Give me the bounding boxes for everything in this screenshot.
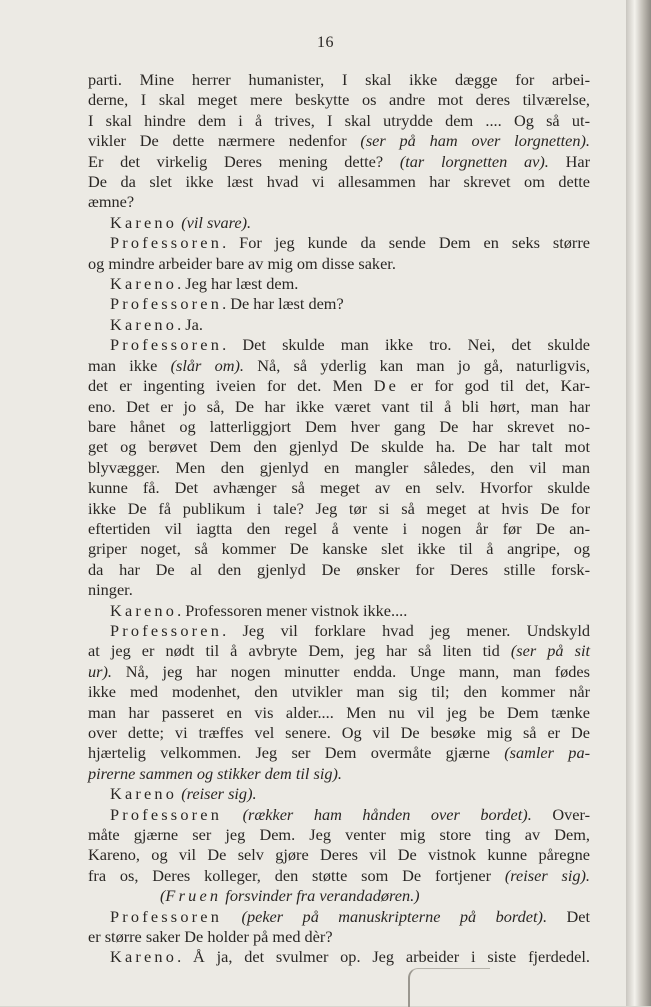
text-segment: vikler De dette nærmere nedenfor [88, 131, 361, 151]
text-segment: Har [548, 151, 590, 171]
text-line [88, 825, 590, 845]
text-segment: man har passeret en vis alder.... Men nu vil jeg be Dem tænke [88, 702, 590, 722]
speaker-name: Kareno [110, 314, 178, 334]
text-segment: fra os, Deres kolleger, den støtte som De fortjener [88, 865, 505, 885]
text-line [88, 111, 590, 131]
stage-direction: (slår om). [170, 355, 244, 375]
text-line [88, 805, 590, 825]
text-segment: at jeg er nødt til å avbryte Dem, jeg har så liten tid [88, 641, 511, 661]
text-segment: . Professoren mener vistnok ikke.... [177, 600, 408, 620]
text-line [88, 192, 590, 212]
text-line [88, 621, 590, 641]
text-line [88, 131, 590, 151]
text-segment: griper noget, så kommer De kanske slet ikke til å angripe, og [88, 539, 590, 559]
text-line [88, 784, 590, 804]
text-segment: kunne få. Det avhænger så meget av en selv. Hvorfor skulde [88, 478, 590, 498]
text-segment: Nå, så yderlig kan man jo gå, naturligvis, [243, 355, 591, 375]
text-line [88, 560, 590, 580]
corner-mark [408, 968, 490, 1007]
text-segment: eftertiden vil iagtta den regel å vente i nogen år før De an- [88, 518, 590, 538]
text-segment: . For jeg kunde da sende Dem en seks større [222, 233, 590, 253]
text-line [88, 682, 590, 702]
text-segment: eno. Det er jo så, De har ikke været vant til å bli hørt, man har [88, 396, 590, 416]
stage-direction: forsvinder fra verandadøren.) [221, 886, 420, 906]
speaker-name: Professoren [110, 804, 223, 824]
text-line [88, 641, 590, 661]
text-line [88, 437, 590, 457]
speaker-name: Fruen [165, 886, 222, 906]
stage-direction: (ser på ham over lorgnetten). [360, 131, 590, 151]
stage-direction: (vil svare). [181, 212, 252, 232]
text-line [88, 90, 590, 110]
text-line [88, 233, 590, 253]
stage-direction: (samler pa- [504, 743, 591, 763]
stage-direction: (ser på sit [510, 641, 591, 661]
text-line [88, 254, 590, 274]
stage-direction: pirerne sammen og stikker dem til sig). [88, 763, 342, 783]
text-segment: da har De al den gjenlyd De ønsker for Deres stille forsk- [88, 559, 590, 579]
text-segment: æmne? [88, 192, 135, 212]
text-line [88, 458, 590, 478]
text-line [88, 764, 590, 784]
speaker-name: Kareno [110, 600, 178, 620]
text-line [88, 172, 590, 192]
text-segment: det er ingenting iveien for det. Men [88, 376, 374, 396]
text-line [88, 315, 590, 335]
book-binding-edge [626, 0, 651, 1006]
text-segment: Det [547, 906, 590, 926]
text-segment: derne, I skal meget mere beskytte os andre mot deres tilværelse, [88, 90, 590, 110]
text-segment: er for god til det, Kar- [399, 376, 590, 396]
text-segment [222, 805, 243, 824]
text-segment: . Å ja, det svulmer op. Jeg arbeider i siste fjerdedel. [177, 947, 590, 967]
text-line [88, 417, 590, 437]
stage-direction: (peker på manuskripterne på bordet). [241, 906, 548, 926]
text-line [88, 580, 590, 600]
body-text [88, 70, 590, 968]
text-line [88, 294, 590, 314]
speaker-name: De [373, 376, 400, 396]
text-line [88, 662, 590, 682]
stage-direction: (rækker ham hånden over bordet). [242, 804, 532, 824]
text-segment: get og berøvet Dem den gjenlyd De skulde ha. De har talt mot [88, 437, 590, 457]
text-line [88, 743, 590, 763]
text-line [88, 397, 590, 417]
text-line [88, 723, 590, 743]
text-line [88, 478, 590, 498]
text-line [88, 152, 590, 172]
text-segment: måte gjærne ser jeg Dem. Jeg venter mig store ting av Dem, [88, 825, 590, 845]
text-line [88, 601, 590, 621]
text-segment: Nå, jeg har nogen minutter endda. Unge mann, man fødes [111, 661, 590, 681]
text-segment: er større saker De holder på med dèr? [88, 927, 333, 947]
text-segment: blyvægger. Men den gjenlyd en mangler således, den vil man [88, 457, 590, 477]
text-line [88, 356, 590, 376]
speaker-name: Professoren [110, 906, 223, 926]
text-segment: . Jeg vil forklare hvad jeg mener. Undskyld [222, 620, 590, 640]
stage-direction: (tar lorgnetten av). [399, 151, 549, 171]
text-segment: ikke De få publikum i tale? Jeg tør si så meget at hvis De for [88, 498, 590, 518]
page-number: 16 [317, 34, 334, 51]
text-segment: I skal hindre dem i å trives, I skal utrydde dem .... Og så ut- [88, 110, 590, 130]
stage-direction: ( [160, 886, 166, 906]
text-line [88, 886, 590, 906]
speaker-name: Professoren [110, 335, 223, 355]
text-line [88, 274, 590, 294]
speaker-name: Professoren [110, 620, 223, 640]
stage-direction: ur). [88, 661, 112, 681]
text-line [88, 539, 590, 559]
text-segment: over dette; vi træffes vel senere. Og vil De besøke mig så er De [88, 723, 590, 742]
stage-direction: (reiser sig). [181, 784, 257, 804]
text-segment: hjærtelig velkommen. Jeg ser Dem overmåte gjærne [88, 743, 505, 763]
text-segment: bare hånet og latterliggjort Dem hver gang De har skrevet no- [88, 416, 590, 436]
text-line [88, 213, 590, 233]
speaker-name: Kareno [110, 784, 178, 804]
text-line [88, 947, 590, 967]
text-segment: De da slet ikke læst hvad vi allesammen har skrevet om dette [88, 172, 590, 192]
text-segment: . Jeg har læst dem. [177, 274, 299, 294]
text-segment: Over- [531, 804, 590, 824]
text-line [88, 703, 590, 723]
text-line [88, 845, 590, 865]
text-line [88, 907, 590, 927]
text-segment: ikke med modenhet, den utvikler man sig til; den kommer når [88, 682, 590, 702]
text-line [88, 70, 590, 90]
text-segment: ninger. [88, 580, 133, 600]
text-segment: parti. Mine herrer humanister, I skal ikke dægge for arbei- [88, 70, 590, 89]
text-segment: . Det skulde man ikke tro. Nei, det skulde [222, 335, 590, 355]
speaker-name: Professoren [110, 294, 223, 314]
text-segment: . Ja. [177, 314, 203, 334]
text-line [88, 499, 590, 519]
stage-direction: (reiser sig). [504, 865, 590, 885]
text-segment: man ikke [88, 355, 171, 375]
text-line [88, 927, 590, 947]
speaker-name: Kareno [110, 947, 178, 967]
text-line [88, 376, 590, 396]
text-segment: Kareno, og vil De selv gjøre Deres vil De vistnok kunne påregne [88, 845, 590, 865]
text-segment: Er det virkelig Deres mening dette? [88, 151, 400, 171]
text-line [88, 866, 590, 886]
text-segment: og mindre arbeider bare av mig om disse saker. [88, 253, 396, 273]
text-line [88, 335, 590, 355]
text-line [88, 519, 590, 539]
text-segment: . De har læst dem? [222, 294, 344, 314]
text-segment [222, 907, 241, 926]
speaker-name: Kareno [110, 274, 178, 294]
speaker-name: Professoren [110, 233, 223, 253]
speaker-name: Kareno [110, 212, 178, 232]
